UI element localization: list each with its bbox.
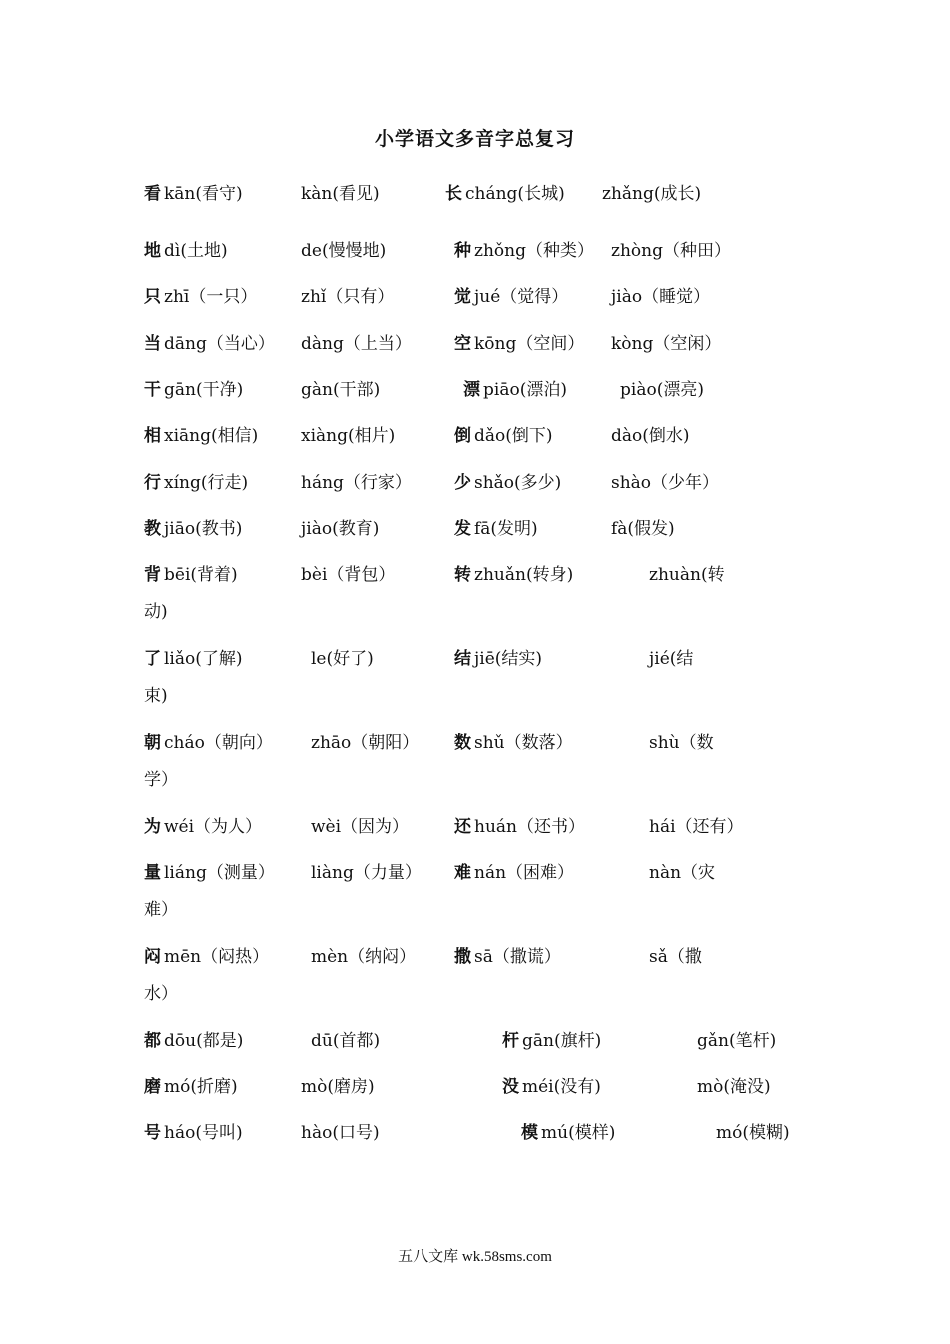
entry-pronunciation: [649, 946, 702, 968]
entry-pronunciation: [611, 333, 721, 355]
entry-character: 杆: [502, 1031, 519, 1051]
entry-pronunciation: [454, 286, 568, 308]
entry-pronunciation: [301, 1122, 380, 1144]
entry-character: 磨: [144, 1077, 161, 1097]
entry-reading: 束): [144, 686, 168, 706]
entry-reading: piào(漂亮): [620, 380, 704, 400]
entry-character: 行: [144, 473, 161, 493]
entry-pronunciation: [144, 862, 275, 884]
entry-reading: nán（困难）: [474, 863, 575, 883]
entry-reading: 学）: [144, 770, 178, 790]
entry-reading: jué（觉得）: [474, 287, 569, 307]
entry-pronunciation: [454, 564, 573, 586]
entry-pronunciation: [144, 425, 258, 447]
entry-pronunciation: [301, 379, 380, 401]
entry-character: 模: [521, 1123, 538, 1143]
entry-pronunciation: [716, 1122, 790, 1144]
entry-character: 漂: [463, 380, 480, 400]
entry-pronunciation: [454, 425, 553, 447]
entry-reading: jiē(结实): [474, 649, 543, 669]
entry-reading: bèi（背包）: [301, 565, 396, 585]
entry-character: 少: [454, 473, 471, 493]
entry-character: 地: [144, 241, 161, 261]
entry-pronunciation: [144, 333, 275, 355]
entry-reading: zhǒng（种类）: [474, 241, 594, 261]
entry-pronunciation: [301, 183, 380, 205]
entry-reading: mó(折磨): [164, 1077, 238, 1097]
entry-reading: fā(发明): [474, 519, 538, 539]
entry-reading: 难）: [144, 900, 178, 920]
entry-reading: háo(号叫): [164, 1123, 243, 1143]
entry-character: 转: [454, 565, 471, 585]
entry-character: 只: [144, 287, 161, 307]
entry-pronunciation: [144, 472, 248, 494]
entry-pronunciation: [454, 816, 585, 838]
entry-reading: sǎ（撒: [649, 947, 702, 967]
entry-pronunciation: [144, 286, 257, 308]
entry-pronunciation: [144, 732, 273, 754]
entry-reading: jié(结: [649, 649, 694, 669]
entry-reading: gān(旗杆): [522, 1031, 602, 1051]
entry-reading: mèn（纳闷）: [311, 947, 417, 967]
entry-reading: mò(淹没): [697, 1077, 771, 1097]
entry-character: 倒: [454, 426, 471, 446]
entry-character: 还: [454, 817, 471, 837]
entry-character: 数: [454, 733, 471, 753]
entry-reading: méi(没有): [522, 1077, 601, 1097]
entry-pronunciation: [521, 1122, 615, 1144]
entry-wrap-continuation: [144, 685, 168, 707]
entry-reading: mó(模糊): [716, 1123, 790, 1143]
entry-reading: zhǎng(成长): [602, 184, 702, 204]
entry-reading: dì(土地): [164, 241, 228, 261]
entry-pronunciation: [454, 648, 542, 670]
entry-reading: cháng(长城): [465, 184, 565, 204]
entry-pronunciation: [611, 425, 690, 447]
entry-pronunciation: [502, 1030, 601, 1052]
entry-reading: jiāo(教书): [164, 519, 243, 539]
entry-pronunciation: [611, 286, 710, 308]
entry-reading: mú(模样): [541, 1123, 616, 1143]
entry-character: 发: [454, 519, 471, 539]
entry-character: 长: [445, 184, 462, 204]
entry-pronunciation: [144, 1076, 238, 1098]
entry-character: 干: [144, 380, 161, 400]
entry-reading: kàn(看见): [301, 184, 380, 204]
entry-pronunciation: [311, 732, 419, 754]
entry-pronunciation: [311, 816, 409, 838]
entry-pronunciation: [301, 240, 386, 262]
entry-character: 撒: [454, 947, 471, 967]
entry-reading: zhī（一只）: [164, 287, 258, 307]
entry-reading: kān(看守): [164, 184, 243, 204]
entry-pronunciation: [144, 183, 243, 205]
entry-pronunciation: [454, 240, 594, 262]
entry-reading: mēn（闷热）: [164, 947, 270, 967]
entry-pronunciation: [301, 1076, 375, 1098]
entry-pronunciation: [649, 862, 715, 884]
entry-reading: liǎo(了解): [164, 649, 243, 669]
entry-character: 朝: [144, 733, 161, 753]
entry-reading: mò(磨房): [301, 1077, 375, 1097]
entry-pronunciation: [697, 1076, 771, 1098]
entry-pronunciation: [649, 732, 714, 754]
entry-character: 为: [144, 817, 161, 837]
entry-reading: wéi（为人）: [164, 817, 263, 837]
entry-reading: zhāo（朝阳）: [311, 733, 420, 753]
entry-pronunciation: [463, 379, 567, 401]
entry-character: 看: [144, 184, 161, 204]
entry-reading: cháo（朝向）: [164, 733, 273, 753]
entry-pronunciation: [311, 1030, 380, 1052]
entry-wrap-continuation: [144, 983, 178, 1005]
entry-pronunciation: [445, 183, 565, 205]
entry-reading: kòng（空闲）: [611, 334, 722, 354]
entry-character: 觉: [454, 287, 471, 307]
entry-character: 号: [144, 1123, 161, 1143]
entry-character: 当: [144, 334, 161, 354]
entry-wrap-continuation: [144, 899, 178, 921]
entry-reading: jiào（睡觉）: [611, 287, 711, 307]
entry-pronunciation: [311, 648, 374, 670]
entry-reading: dāng（当心）: [164, 334, 275, 354]
entry-reading: bēi(背着): [164, 565, 238, 585]
entry-reading: shào（少年）: [611, 473, 720, 493]
entry-pronunciation: [454, 472, 561, 494]
entry-pronunciation: [301, 472, 412, 494]
entry-pronunciation: [301, 564, 395, 586]
entry-reading: shǎo(多少): [474, 473, 562, 493]
entry-reading: xiàng(相片): [301, 426, 396, 446]
entry-reading: zhòng（种田）: [611, 241, 731, 261]
entry-pronunciation: [454, 862, 574, 884]
entry-character: 种: [454, 241, 471, 261]
entry-wrap-continuation: [144, 769, 178, 791]
entry-reading: háng（行家）: [301, 473, 412, 493]
entry-pronunciation: [144, 564, 238, 586]
entry-character: 量: [144, 863, 161, 883]
entry-reading: shù（数: [649, 733, 714, 753]
entry-character: 教: [144, 519, 161, 539]
entry-reading: zhǐ（只有）: [301, 287, 395, 307]
entry-reading: dǎo(倒下): [474, 426, 553, 446]
entry-pronunciation: [649, 564, 725, 586]
entry-reading: zhuǎn(转身): [474, 565, 574, 585]
entry-pronunciation: [144, 379, 243, 401]
entry-pronunciation: [611, 518, 675, 540]
entry-pronunciation: [311, 946, 416, 968]
entry-reading: fà(假发): [611, 519, 675, 539]
entry-pronunciation: [144, 648, 243, 670]
entry-pronunciation: [649, 648, 693, 670]
entry-pronunciation: [144, 946, 269, 968]
entry-reading: zhuàn(转: [649, 565, 725, 585]
entry-reading: liáng（测量）: [164, 863, 275, 883]
entry-pronunciation: [649, 816, 744, 838]
entry-character: 没: [502, 1077, 519, 1097]
entry-reading: gǎn(笔杆): [697, 1031, 777, 1051]
entry-reading: shǔ（数落）: [474, 733, 573, 753]
entry-reading: gān(干净): [164, 380, 244, 400]
entry-character: 难: [454, 863, 471, 883]
entry-character: 了: [144, 649, 161, 669]
entry-pronunciation: [144, 1122, 243, 1144]
entry-pronunciation: [454, 732, 573, 754]
entry-pronunciation: [144, 816, 262, 838]
entry-reading: dàng（上当）: [301, 334, 412, 354]
entry-reading: 水）: [144, 984, 178, 1004]
entry-character: 都: [144, 1031, 161, 1051]
entry-reading: gàn(干部): [301, 380, 381, 400]
entry-pronunciation: [301, 286, 394, 308]
page-title: 小学语文多音字总复习: [374, 128, 575, 150]
entry-pronunciation: [697, 1030, 776, 1052]
entry-pronunciation: [454, 333, 584, 355]
entry-reading: sā（撒谎）: [474, 947, 561, 967]
entry-pronunciation: [611, 472, 719, 494]
entry-pronunciation: [144, 1030, 243, 1052]
entry-reading: le(好了): [311, 649, 374, 669]
entry-reading: liàng（力量）: [311, 863, 422, 883]
entry-reading: kōng（空间）: [474, 334, 585, 354]
entry-pronunciation: [301, 425, 395, 447]
entry-character: 空: [454, 334, 471, 354]
entry-character: 闷: [144, 947, 161, 967]
entry-pronunciation: [144, 240, 228, 262]
entry-pronunciation: [602, 183, 701, 205]
entry-pronunciation: [301, 333, 412, 355]
entry-reading: hào(口号): [301, 1123, 380, 1143]
footer-watermark: 五八文库 wk.58sms.com: [398, 1249, 552, 1265]
entry-pronunciation: [144, 518, 242, 540]
entry-reading: dào(倒水): [611, 426, 690, 446]
entry-character: 结: [454, 649, 471, 669]
entry-reading: dōu(都是): [164, 1031, 244, 1051]
entry-wrap-continuation: [144, 601, 168, 623]
entry-reading: jiào(教育): [301, 519, 380, 539]
entry-reading: wèi（因为）: [311, 817, 410, 837]
entry-pronunciation: [311, 862, 422, 884]
entry-reading: xíng(行走): [164, 473, 249, 493]
entry-pronunciation: [611, 240, 731, 262]
entry-reading: hái（还有）: [649, 817, 744, 837]
entry-reading: de(慢慢地): [301, 241, 387, 261]
entry-reading: huán（还书）: [474, 817, 585, 837]
entry-pronunciation: [301, 518, 379, 540]
entry-reading: 动): [144, 602, 168, 622]
entry-pronunciation: [620, 379, 704, 401]
entry-reading: xiāng(相信): [164, 426, 259, 446]
entry-character: 背: [144, 565, 161, 585]
entry-reading: piāo(漂泊): [483, 380, 567, 400]
entry-pronunciation: [454, 946, 561, 968]
entry-reading: dū(首都): [311, 1031, 381, 1051]
entry-pronunciation: [454, 518, 538, 540]
entry-pronunciation: [502, 1076, 601, 1098]
entry-character: 相: [144, 426, 161, 446]
entry-reading: nàn（灾: [649, 863, 716, 883]
